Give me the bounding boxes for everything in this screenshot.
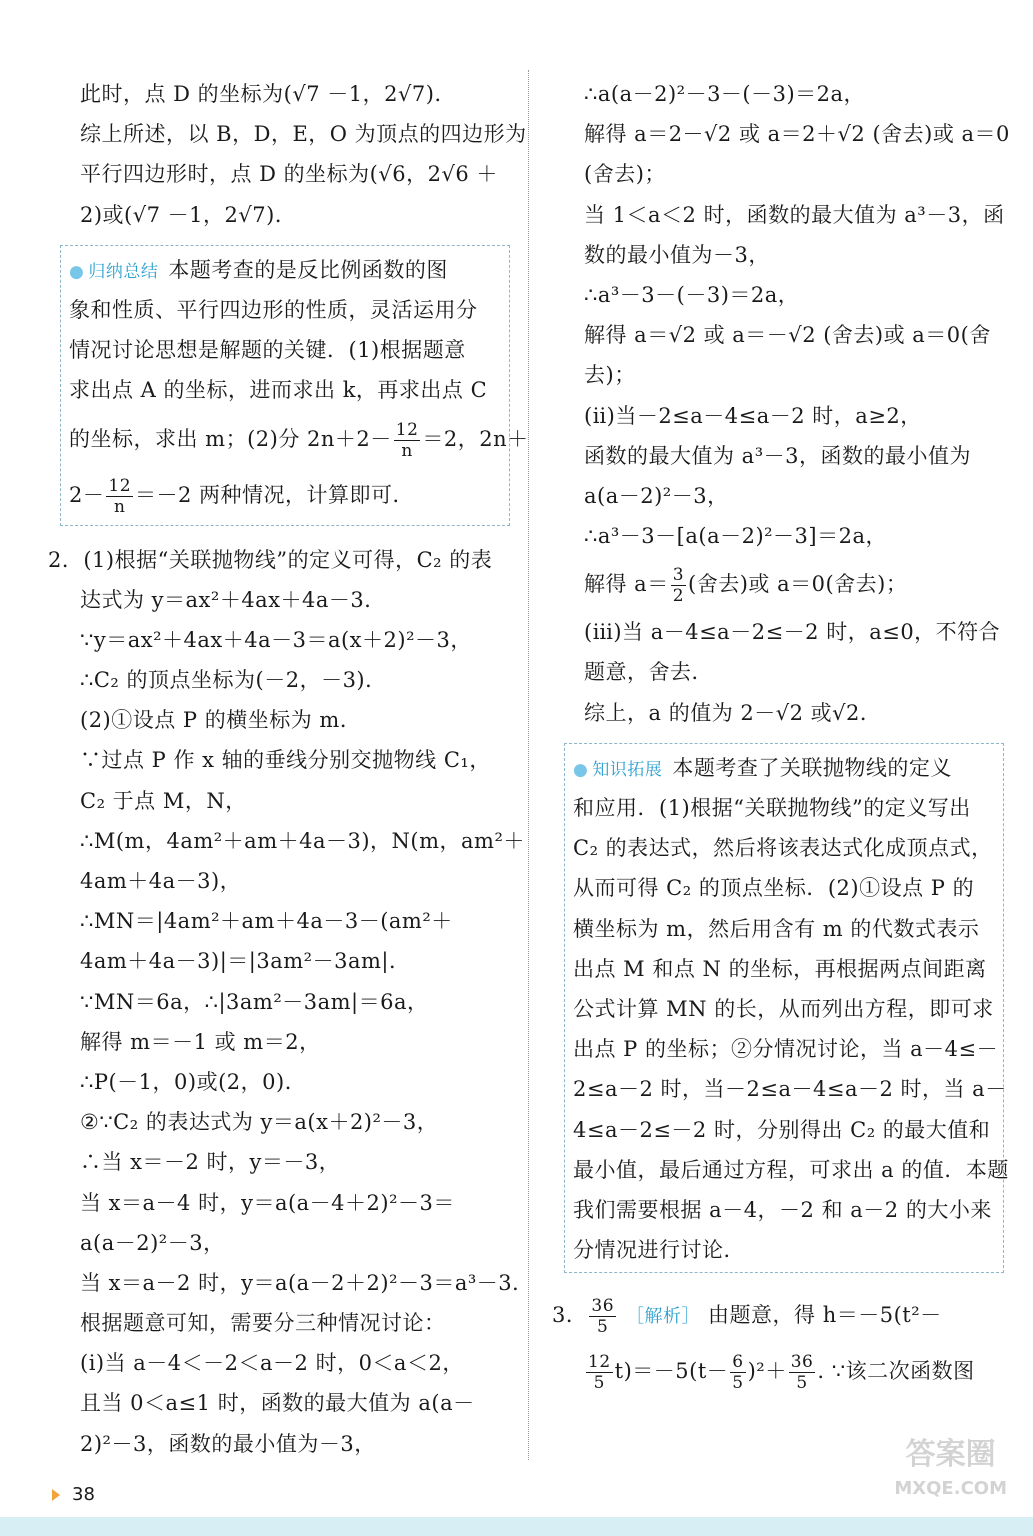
text-line: $\frac{12}{5}$ t)＝－5(t－ $\frac{6}{5}$ )²＋ $\frac{36}{5}$ . ∵该二次函数图 xyxy=(588,1352,975,1394)
text-line: 且当 0＜a≤1 时，函数的最大值为 a(a－ xyxy=(80,1391,475,1416)
left-column xyxy=(48,74,534,1464)
text-line: C₂ 的表达式，然后将该表达式化成顶点式， xyxy=(573,836,993,861)
text-line: 我们需要根据 a－4，－2 和 a－2 的大小来 xyxy=(573,1197,992,1222)
text-line: ∴a³－3－(－3)＝2a， xyxy=(584,282,800,307)
extension-box xyxy=(564,743,1009,1273)
fraction: $\frac{3}{2}$ xyxy=(672,565,685,607)
text-line: 4am＋4a－3)|＝|3am²－3am|． xyxy=(80,949,411,974)
bullet-icon: ● xyxy=(573,759,589,780)
text-line: 公式计算 MN 的长，从而列出方程，即可求 xyxy=(573,996,994,1021)
text-line: 分情况进行讨论． xyxy=(573,1238,745,1263)
text-line: 此时，点 D 的坐标为(√7 －1，2√7)． xyxy=(80,82,456,106)
text-line: ∴P(－1，0)或(2，0)． xyxy=(80,1069,307,1094)
text-line: ∴a³－3－[a(a－2)²－3]＝2a， xyxy=(584,524,887,549)
answer-fraction: $\frac{36}{5}$ xyxy=(591,1296,615,1338)
text-line: 的坐标，求出 m；(2)分 2n＋2－ $\frac{12}{n}$ ＝2，2n＋ xyxy=(69,419,529,461)
text-line: 2≤a－2 时，当－2≤a－4≤a－2 时，当 a－ xyxy=(573,1077,1007,1102)
footer-band xyxy=(0,1517,1033,1536)
text-line: 本题考查了关联抛物线的定义 xyxy=(672,755,952,780)
right-column xyxy=(552,74,1010,1399)
summary-tag: ● 归纳总结 xyxy=(69,261,159,282)
fraction: $\frac{6}{5}$ xyxy=(732,1352,744,1394)
text-line: ∴当 x＝－2 时，y＝－3， xyxy=(80,1150,341,1175)
page-number: 38 xyxy=(72,1484,95,1505)
text-line: 4≤a－2≤－2 时，分别得出 C₂ 的最大值和 xyxy=(573,1117,991,1142)
text-line: 象和性质、平行四边形的性质，灵活运用分 xyxy=(69,297,478,322)
text-line: 当 x＝a－4 时，y＝a(a－4＋2)²－3＝ xyxy=(80,1190,455,1215)
column-divider xyxy=(528,70,529,1460)
question-3-line: 3． $\frac{36}{5}$ ［解析］ 由题意，得 h＝－5(t²－ xyxy=(552,1296,942,1338)
text-line: 解得 a＝ $\frac{3}{2}$ (舍去)或 a＝0(舍去)； xyxy=(584,565,908,607)
extension-tag: ● 知识拓展 xyxy=(573,759,663,780)
text-line: 综上所述，以 B，D，E，O 为顶点的四边形为 xyxy=(80,122,527,147)
text-line: (2)①设点 P 的横坐标为 m． xyxy=(80,708,362,733)
text-line: 去)； xyxy=(584,363,636,388)
text-line: 数的最小值为－3， xyxy=(584,242,770,267)
text-line: 4am＋4a－3)， xyxy=(80,869,242,893)
text-line: ∴a(a－2)²－3－(－3)＝2a， xyxy=(584,82,866,106)
text-line: ∵MN＝6a，∴|3am²－3am|＝6a， xyxy=(80,989,429,1014)
question-2-heading: 2．(1)根据“关联抛物线”的定义可得，C₂ 的表 xyxy=(48,547,493,572)
bullet-icon: ● xyxy=(69,261,85,282)
text-line: 解得 a＝√2 或 a＝－√2 (舍去)或 a＝0(舍 xyxy=(584,323,991,348)
text-line: 当 1＜a＜2 时，函数的最大值为 a³－3，函 xyxy=(584,202,1005,227)
text-line: a(a－2)²－3， xyxy=(584,483,729,508)
text-line: ∵y＝ax²＋4ax＋4a－3＝a(x＋2)²－3， xyxy=(80,627,472,652)
text-line: ∴M(m，4am²＋am＋4a－3)，N(m，am²＋ xyxy=(80,828,525,853)
text-line: 和应用．(1)根据“关联抛物线”的定义写出 xyxy=(573,796,971,820)
text-line: 平行四边形时，点 D 的坐标为(√6，2√6 ＋ xyxy=(80,162,498,187)
text-line: 情况讨论思想是解题的关键．(1)根据题意 xyxy=(69,338,466,363)
fraction: $\frac{12}{5}$ xyxy=(588,1352,611,1394)
text-line: 解得 a＝2－√2 或 a＝2＋√2 (舍去)或 a＝0 xyxy=(584,122,1010,147)
text-line: 函数的最大值为 a³－3，函数的最小值为 xyxy=(584,443,971,468)
text-line: 当 x＝a－2 时，y＝a(a－2＋2)²－3＝a³－3． xyxy=(80,1270,534,1295)
text-line: (ⅱ)当－2≤a－4≤a－2 时，a≥2， xyxy=(584,403,922,428)
fraction: $\frac{36}{5}$ xyxy=(790,1352,814,1394)
text-line: 最小值，最后通过方程，可求出 a 的值．本题 xyxy=(573,1157,1009,1182)
text-line: 达式为 y＝ax²＋4ax＋4a－3． xyxy=(80,587,386,612)
text-line: 2)或(√7 －1，2√7)． xyxy=(80,202,297,227)
text-line: 从而可得 C₂ 的顶点坐标．(2)①设点 P 的 xyxy=(573,876,975,901)
text-line: (ⅲ)当 a－4≤a－2≤－2 时，a≤0，不符合 xyxy=(584,620,1001,645)
text-line: 解得 m＝－1 或 m＝2， xyxy=(80,1029,321,1054)
text-line: C₂ 于点 M，N， xyxy=(80,788,247,813)
text-line: 2)²－3，函数的最小值为－3， xyxy=(80,1431,376,1456)
watermark: 答案圈 MXQE.COM xyxy=(894,1437,1007,1499)
text-line: (ⅰ)当 a－4＜－2＜a－2 时，0＜a＜2， xyxy=(80,1351,464,1376)
fraction: $\frac{12}{n}$ xyxy=(108,475,132,517)
text-line: 综上，a 的值为 2－√2 或√2． xyxy=(584,700,882,725)
text-line: 出点 P 的坐标；②分情况讨论，当 a－4≤－ xyxy=(573,1037,999,1062)
text-line: 求出点 A 的坐标，进而求出 k，再求出点 C xyxy=(69,378,488,403)
text-line: 根据题意可知，需要分三种情况讨论： xyxy=(80,1311,446,1336)
text-line: ∴MN＝|4am²＋am＋4a－3－(am²＋ xyxy=(80,909,453,934)
text-line: ∵过点 P 作 x 轴的垂线分别交抛物线 C₁， xyxy=(80,748,491,773)
text-line: 出点 M 和点 N 的坐标，再根据两点间距离 xyxy=(573,956,987,981)
text-line: ∴C₂ 的顶点坐标为(－2，－3)． xyxy=(80,668,387,693)
text-line: 2－ $\frac{12}{n}$ ＝－2 两种情况，计算即可． xyxy=(69,475,415,517)
text-line: 题意，舍去． xyxy=(584,660,713,685)
text-line: 本题考查的是反比例函数的图 xyxy=(168,257,448,282)
analysis-tag: ［解析］ xyxy=(626,1306,701,1328)
text-line: a(a－2)²－3， xyxy=(80,1230,225,1255)
text-line: 横坐标为 m，然后用含有 m 的代数式表示 xyxy=(573,916,980,941)
page-marker-icon xyxy=(52,1489,60,1501)
text-line: ②∵C₂ 的表达式为 y＝a(x＋2)²－3， xyxy=(80,1110,439,1135)
text-line: (舍去)； xyxy=(584,162,666,187)
fraction: $\frac{12}{n}$ xyxy=(395,419,419,461)
summary-box xyxy=(60,245,529,526)
